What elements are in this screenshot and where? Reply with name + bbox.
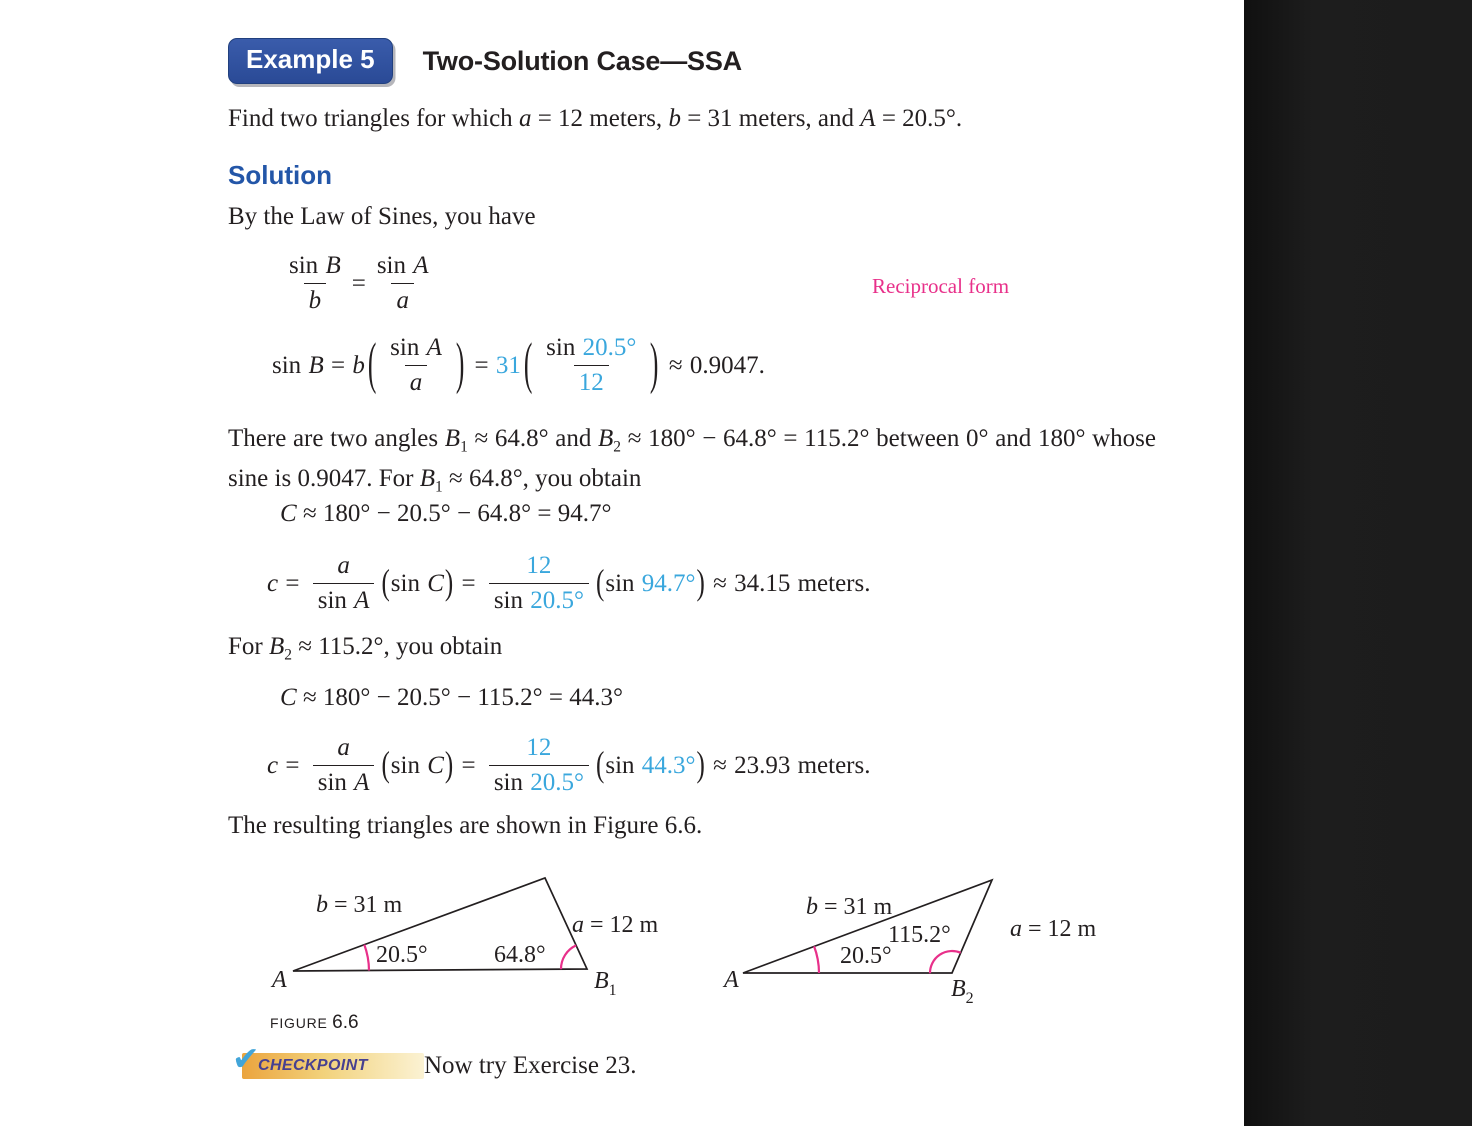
now-try-exercise: Now try Exercise 23. xyxy=(424,1052,637,1079)
angle-c-equation-case2: C ≈ 180° − 20.5° − 115.2° = 44.3° xyxy=(280,684,624,711)
equation-sinb-value: sin B = b ( $\frac{\text{sin A}}{a}$ ) = 31 ( $\frac{\sin 20.5^\circ}{12}$ ) ≈ 0.9047. xyxy=(272,333,765,396)
fraction: $\frac{\text{sin A}}{a}$ xyxy=(390,334,442,396)
example-title: Two-Solution Case—SSA xyxy=(422,45,742,76)
angle-a-value: 20.5° xyxy=(840,943,892,969)
two-angles-paragraph: There are two angles $B_1 \approx 64.8^\circ$ and $B_2 \approx 180^\circ - 64.8^\circ = 115.2^\circ$ between 0° and 180° whose sine is 0.9047. For $B_1 \approx 64.8^\circ$, you obtain xyxy=(228,425,1156,496)
side-a-label: a = 12 m xyxy=(1010,916,1097,942)
case2-intro: For $B_2 \approx 115.2^\circ$, you obtain xyxy=(228,633,503,664)
closing-sentence: The resulting triangles are shown in Figure 6.6. xyxy=(228,812,703,839)
angle-arc-b1 xyxy=(561,945,576,969)
angle-b-value: 64.8° xyxy=(494,942,546,968)
figure-caption-label: FIGURE xyxy=(270,1015,328,1031)
fraction: $\frac{a}{\text{sin A}}$ xyxy=(313,734,375,797)
example-number-badge: Example 5 xyxy=(228,38,393,84)
angle-b-value: 115.2° xyxy=(888,922,951,948)
angle-arc-a xyxy=(814,946,819,973)
triangle-figure-2 xyxy=(710,843,1170,1023)
checkpoint-label: CHECKPOINT xyxy=(258,1057,368,1074)
page-scan-dark-edge xyxy=(1244,0,1472,1126)
angle-a-value: 20.5° xyxy=(376,942,428,968)
angle-c-equation-case1: C ≈ 180° − 20.5° − 64.8° = 94.7° xyxy=(280,500,612,527)
equation-annotation: Reciprocal form xyxy=(872,274,1010,298)
side-c-equation-case1: c = $\frac{a}{\text{sin A}}$ (sin C) = $\frac{12}{\sin 20.5^\circ}$ (sin 94.7°) ≈ 34.15 meters. xyxy=(267,552,871,614)
example-header xyxy=(228,38,742,84)
checkpoint-badge xyxy=(232,1039,424,1079)
figure-caption xyxy=(270,1012,359,1034)
vertex-b2-label: $B_2$ xyxy=(951,976,974,1007)
problem-statement: Find two triangles for which a = 12 meters, b = 31 meters, and A = 20.5°. xyxy=(228,105,963,132)
angle-arc-a xyxy=(364,945,369,971)
figure-caption-number: 6.6 xyxy=(332,1012,359,1033)
triangle-figure-1 xyxy=(268,846,698,1016)
solution-intro: By the Law of Sines, you have xyxy=(228,203,536,230)
fraction: $\frac{12}{\sin 20.5^\circ}$ xyxy=(489,734,589,797)
side-a-label: a = 12 m xyxy=(572,912,659,938)
fraction: $\frac{\sin 20.5^\circ}{12}$ xyxy=(546,334,637,396)
fraction: $\frac{\text{sin A}}{a}$ xyxy=(376,252,429,314)
equals-sign: = xyxy=(351,269,366,297)
vertex-b1-label: $B_1$ xyxy=(594,968,617,999)
vertex-a-label: A xyxy=(724,967,739,993)
equation-law-of-sines xyxy=(278,252,440,315)
checkmark-icon: ✔ xyxy=(232,1039,260,1078)
vertex-a-label: A xyxy=(272,967,287,993)
fraction: $\frac{\text{sin B}}{b}$ xyxy=(289,252,341,314)
solution-heading: Solution xyxy=(228,160,332,190)
fraction: $\frac{a}{\text{sin A}}$ xyxy=(313,552,375,615)
side-b-label: b = 31 m xyxy=(806,894,893,920)
side-c-equation-case2: c = $\frac{a}{\text{sin A}}$ (sin C) = $\frac{12}{\sin 20.5^\circ}$ (sin 44.3°) ≈ 23.93 meters. xyxy=(267,734,871,796)
fraction: $\frac{12}{\sin 20.5^\circ}$ xyxy=(489,552,589,615)
side-b-label: b = 31 m xyxy=(316,892,403,918)
